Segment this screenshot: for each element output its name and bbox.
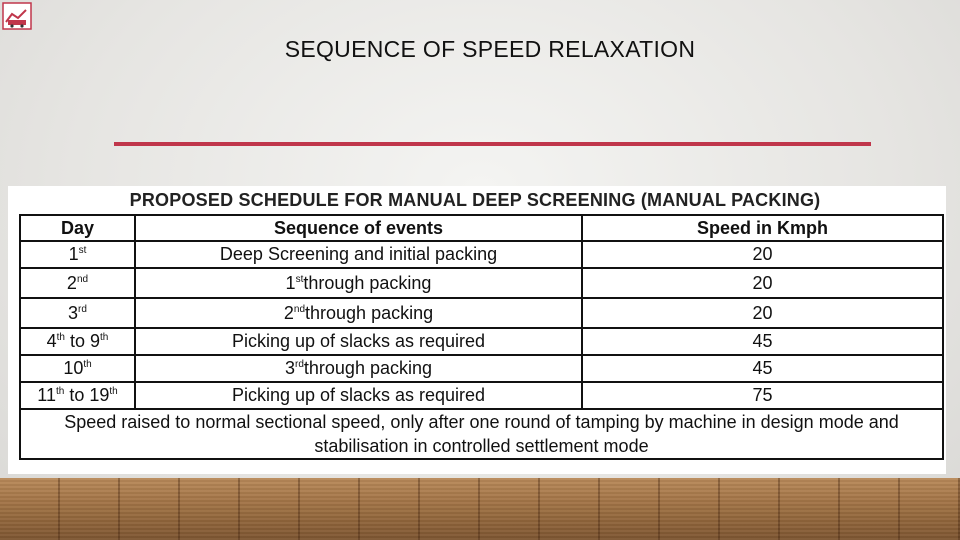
day-suffix: rd	[78, 303, 87, 315]
speed-cell: 20	[582, 298, 943, 328]
table-row	[20, 298, 943, 328]
schedule-image	[8, 186, 946, 474]
table-row	[20, 328, 943, 355]
speed-cell: 75	[582, 382, 943, 409]
wood-floor-decoration	[0, 478, 960, 540]
day-cell	[20, 382, 135, 409]
column-header-day: Day	[20, 215, 135, 241]
schedule-table	[19, 214, 944, 460]
event-ordinal-suffix: rd	[295, 359, 304, 370]
day-number: 11	[37, 385, 56, 405]
day-number: 10	[63, 358, 84, 378]
event-ordinal: 3	[284, 358, 295, 378]
event-cell	[135, 241, 582, 268]
table-row	[20, 268, 943, 298]
event-text: through packing	[305, 302, 434, 323]
day-number: 3	[68, 302, 79, 323]
day-cell	[20, 298, 135, 328]
day-cell	[20, 355, 135, 382]
event-text: Picking up of slacks as required	[231, 385, 486, 405]
event-cell	[135, 268, 582, 298]
day-suffix: nd	[76, 273, 89, 285]
title-underline	[114, 142, 871, 146]
event-cell	[135, 382, 582, 409]
day-cell	[20, 241, 135, 268]
event-text: Picking up of slacks as required	[231, 331, 486, 351]
event-ordinal: 2	[283, 302, 294, 323]
day-number: 1	[68, 244, 79, 264]
event-text: through packing	[303, 358, 432, 378]
event-ordinal: 1	[285, 272, 296, 293]
table-header-row	[20, 215, 943, 241]
day-number: 4	[46, 331, 57, 351]
table-row	[20, 382, 943, 409]
speed-cell: 45	[582, 355, 943, 382]
day-cell	[20, 268, 135, 298]
event-text: through packing	[303, 272, 432, 293]
day-cell	[20, 328, 135, 355]
speed-cell: 20	[582, 241, 943, 268]
event-text: Deep Screening and initial packing	[219, 244, 498, 264]
day-number: 2	[66, 272, 77, 293]
day-suffix: th	[55, 386, 65, 397]
event-ordinal-suffix: st	[295, 273, 304, 285]
event-cell	[135, 355, 582, 382]
column-header-speed: Speed in Kmph	[582, 215, 943, 241]
event-cell	[135, 298, 582, 328]
table-heading: PROPOSED SCHEDULE FOR MANUAL DEEP SCREENING (MANUAL PACKING)	[129, 190, 821, 210]
table-row	[20, 241, 943, 268]
column-header-sequence: Sequence of events	[135, 215, 582, 241]
day-suffix: th	[56, 332, 65, 343]
event-cell	[135, 328, 582, 355]
slide-title: SEQUENCE OF SPEED RELAXATION	[284, 36, 696, 62]
day-suffix: st	[78, 245, 87, 256]
day-range-end: to 19	[64, 385, 110, 405]
event-ordinal-suffix: nd	[293, 303, 306, 315]
day-range-suffix: th	[109, 386, 118, 397]
day-suffix: th	[83, 359, 92, 370]
table-note-row	[20, 409, 943, 459]
table-row	[20, 355, 943, 382]
speed-cell: 45	[582, 328, 943, 355]
day-range-end: to 9	[64, 331, 101, 351]
speed-cell: 20	[582, 268, 943, 298]
table-note: Speed raised to normal sectional speed, only after one round of tamping by machine in design mode and stabilisation in controlled settlement mode	[20, 409, 943, 459]
day-range-suffix: th	[100, 332, 109, 343]
railway-emblem-icon	[2, 2, 32, 30]
